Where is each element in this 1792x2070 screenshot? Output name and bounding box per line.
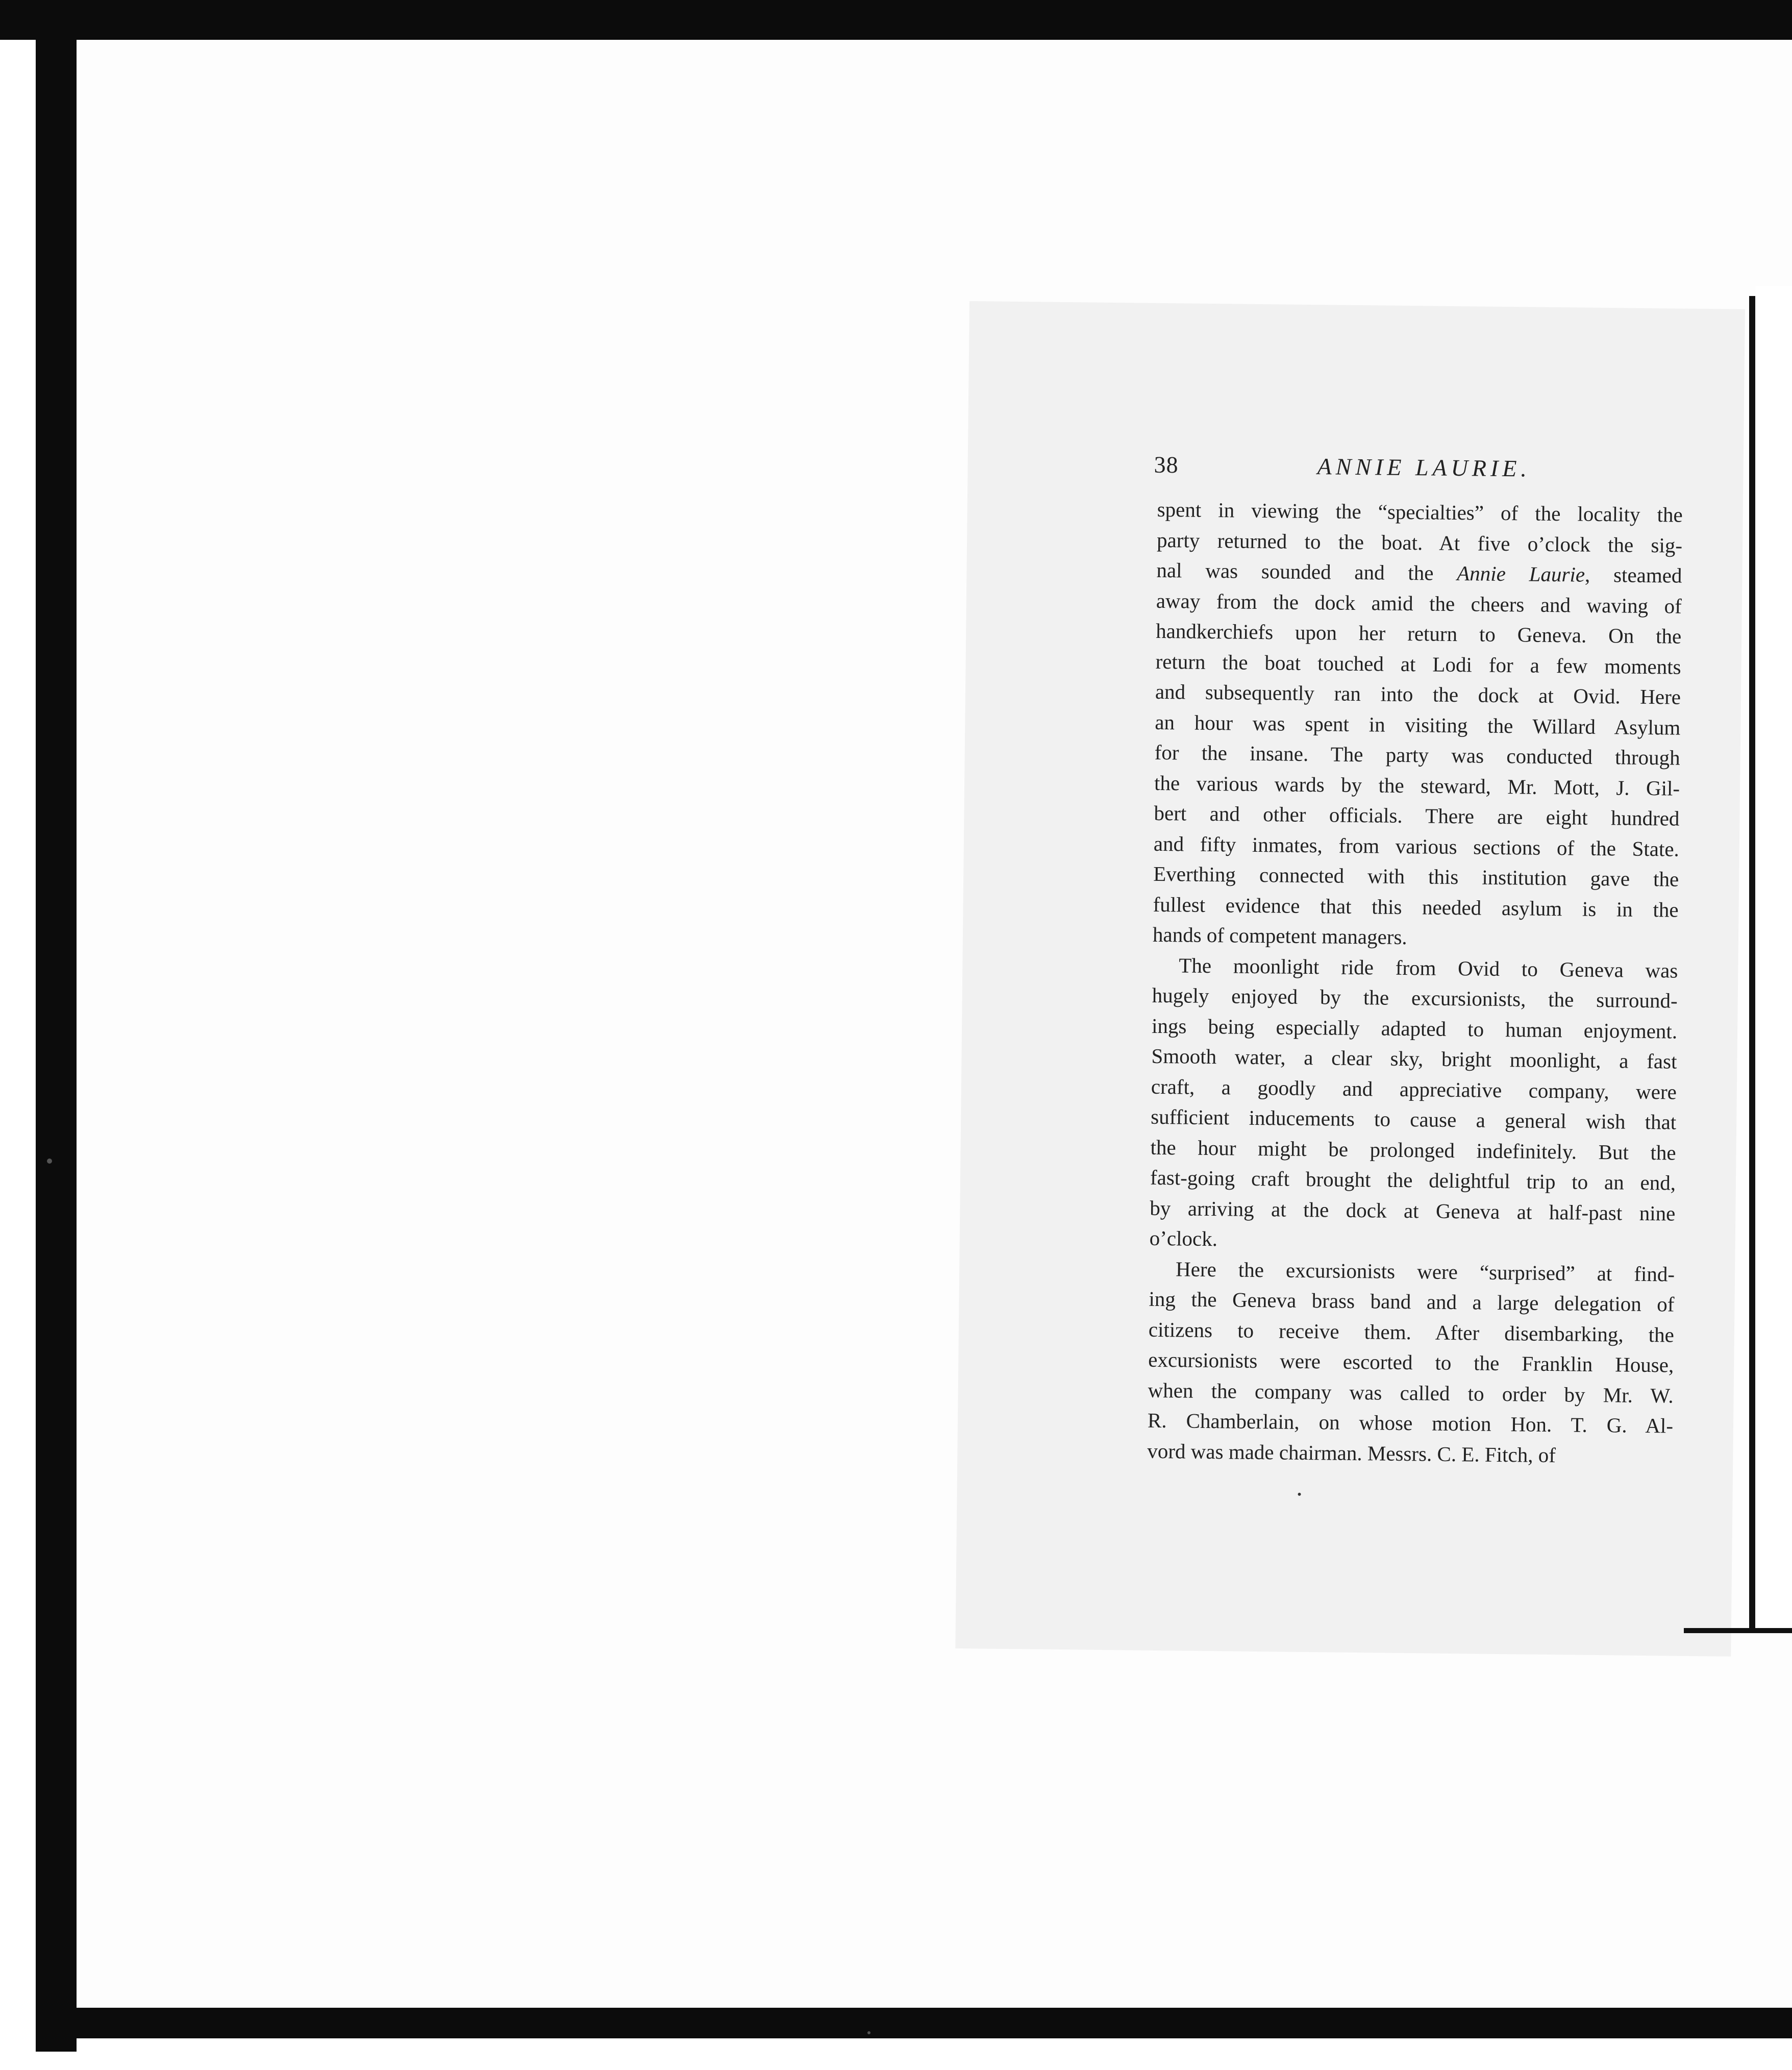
scan-margin-left [0, 31, 36, 2070]
text-line: hugely enjoyed by the excursionists, the surround- [1152, 983, 1678, 1013]
paragraph [1147, 1253, 1675, 1471]
print-speck [1298, 1493, 1301, 1496]
text-line: and fifty inmates, from various sections of the State. [1153, 831, 1680, 861]
text-line: by arriving at the dock at Geneva at half-past nine [1150, 1196, 1676, 1225]
text-line: party returned to the boat. At five o’clock the sig- [1156, 528, 1683, 557]
paragraph [1149, 950, 1678, 1259]
scan-frame-left [36, 31, 77, 2052]
running-head [1154, 451, 1680, 487]
text-line: sufficient inducements to cause a general wish that [1151, 1104, 1677, 1134]
text-line: the various wards by the steward, Mr. Mott, J. Gil- [1154, 771, 1680, 800]
scan-frame-bottom [36, 2008, 1792, 2038]
book-page [955, 301, 1745, 1657]
text-line: when the company was called to order by Mr. W. [1148, 1378, 1674, 1408]
text-line: the hour might be prolonged indefinitely. But the [1150, 1135, 1676, 1165]
scan-speckle [867, 2031, 870, 2034]
body-text [1147, 495, 1683, 1472]
text-line: an hour was spent in visiting the Willard Asylum [1155, 710, 1681, 740]
page-number: 38 [1154, 451, 1179, 478]
running-title: ANNIE LAURIE. [1317, 453, 1531, 482]
facing-page-edge [1755, 286, 1792, 1633]
text-line: Everthing connected with this institution gave the [1153, 861, 1679, 891]
text-line: vord was made chairman. Messrs. C. E. Fitch, of [1147, 1439, 1556, 1467]
scan-speckle [47, 1159, 52, 1164]
text-line: away from the dock amid the cheers and waving of [1156, 588, 1682, 618]
paragraph [1153, 495, 1683, 955]
text-line: spent in viewing the “specialties” of the locality the [1157, 497, 1683, 527]
text-line: handkerchiefs upon her return to Geneva. On the [1156, 619, 1682, 648]
text-line: fullest evidence that this needed asylum is in the [1153, 892, 1679, 922]
text-line: and subsequently ran into the dock at Ovid. Here [1155, 679, 1681, 709]
text-line: hands of competent managers. [1152, 922, 1407, 949]
text-line: nal was sounded and the Annie Laurie, steamed [1156, 558, 1682, 587]
scan-frame-top [0, 0, 1792, 40]
text-line: o’clock. [1149, 1226, 1218, 1251]
text-line: The moonlight ride from Ovid to Geneva was [1179, 953, 1678, 982]
text-line: craft, a goodly and appreciative company, were [1151, 1074, 1677, 1104]
text-line: bert and other officials. There are eight hundred [1154, 801, 1680, 830]
text-line: R. Chamberlain, on whose motion Hon. T. G. Al- [1147, 1408, 1674, 1438]
book-spine-edge [1749, 296, 1755, 1633]
text-line: excursionists were escorted to the Franklin House, [1148, 1347, 1674, 1377]
text-line: citizens to receive them. After disembarking, the [1148, 1317, 1675, 1347]
text-line: ing the Geneva brass band and a large delegation of [1149, 1287, 1675, 1316]
text-line: Smooth water, a clear sky, bright moonlight, a fast [1151, 1044, 1677, 1073]
text-line: Here the excursionists were “surprised” at find- [1175, 1256, 1675, 1286]
text-line: return the boat touched at Lodi for a few moments [1155, 649, 1681, 679]
text-line: fast-going craft brought the delightful trip to an end, [1150, 1165, 1676, 1195]
text-line: for the insane. The party was conducted through [1154, 740, 1680, 770]
book-spine-foot [1684, 1628, 1792, 1633]
text-line: ings being especially adapted to human enjoyment. [1151, 1014, 1678, 1043]
